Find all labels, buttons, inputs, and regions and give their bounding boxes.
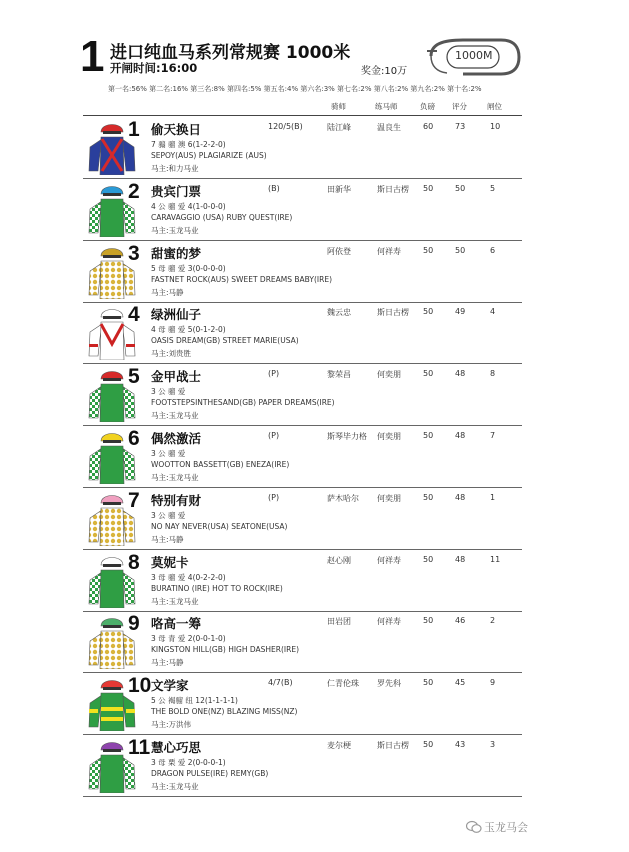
horse-pedigree: WOOTTON BASSETT(GB) ENEZA(IRE)	[151, 460, 290, 469]
weight: 50	[423, 616, 434, 626]
horse-number: 7	[128, 488, 140, 512]
race-title: 进口纯血马系列常规赛 1000米	[110, 43, 351, 63]
horse-number: 9	[128, 612, 140, 636]
score: 46	[455, 616, 466, 626]
gate: 2	[490, 616, 496, 626]
weight: 50	[423, 678, 434, 688]
horse-info: 4 公 骝 爱 4(1-0-0-0)	[151, 201, 226, 211]
horse-pedigree: BURATINO (IRE) HOT TO ROCK(IRE)	[151, 583, 283, 593]
horse-owner: 马主:万洪伟	[151, 720, 192, 730]
trainer: 斯日古楞	[377, 741, 409, 750]
horse-rating: (P)	[268, 431, 280, 440]
jockey: 斯琴毕力格	[327, 432, 367, 441]
start-time: 开闸时间:16:00	[110, 61, 198, 75]
horse-pedigree: SEPOY(AUS) PLAGIARIZE (AUS)	[151, 151, 267, 160]
jockey: 仁青伦珠	[327, 679, 359, 689]
gate: 7	[490, 431, 496, 440]
weight: 50	[423, 183, 434, 193]
trainer: 罗先科	[377, 679, 401, 689]
score: 50	[455, 183, 466, 193]
horse-owner: 马主:和力马业	[151, 164, 199, 173]
jockey: 赵心刚	[327, 555, 351, 565]
score: 49	[455, 307, 466, 317]
trainer: 何祥寿	[377, 617, 401, 627]
horse-row	[83, 425, 522, 488]
horse-pedigree: FOOTSTEPSINTHESAND(GB) PAPER DREAMS(IRE)	[151, 398, 335, 408]
horse-name: 文学家	[151, 678, 189, 694]
gate: 6	[490, 245, 496, 255]
trainer: 斯日古楞	[377, 184, 409, 194]
horse-pedigree: FASTNET ROCK(AUS) SWEET DREAMS BABY(IRE)	[151, 274, 332, 284]
horse-number: 3	[128, 241, 140, 265]
score: 48	[455, 554, 466, 564]
jockey: 阿依登	[327, 246, 351, 256]
weight: 50	[423, 307, 434, 317]
gate: 10	[490, 122, 501, 131]
horse-owner: 马主:刘贵胜	[151, 349, 192, 359]
horse-rating: (B)	[268, 183, 280, 193]
score: 48	[455, 431, 466, 440]
col-trainer: 练马师	[375, 102, 398, 111]
horse-pedigree: CARAVAGGIO (USA) RUBY QUEST(IRE)	[151, 212, 293, 222]
gate: 8	[490, 369, 496, 379]
horse-info: 3 母 栗 爱 2(0-0-0-1)	[151, 758, 226, 767]
horse-pedigree: KINGSTON HILL(GB) HIGH DASHER(IRE)	[151, 645, 300, 655]
horse-number: 11	[128, 736, 151, 759]
horse-row	[83, 549, 522, 612]
horse-row	[83, 610, 522, 673]
jockey: 麦尔梗	[327, 741, 351, 750]
horse-info: 3 母 骝 爱 4(0-2-2-0)	[151, 572, 226, 582]
horse-rating: (P)	[268, 369, 280, 379]
horse-number: 8	[128, 550, 140, 574]
horse-owner: 马主:玉龙马业	[151, 225, 199, 235]
horse-name: 莫妮卡	[151, 554, 189, 570]
horse-info: 3 公 骝 爱	[151, 387, 186, 397]
gate: 4	[490, 307, 496, 317]
horse-number: 1	[128, 118, 140, 141]
gate: 9	[490, 678, 496, 688]
horse-row	[83, 240, 522, 303]
horse-owner: 马主:玉龙马业	[151, 782, 199, 791]
gate: 11	[490, 554, 501, 564]
horse-info: 3 公 骝 爱	[151, 510, 186, 520]
watermark: 玉龙马会	[484, 821, 528, 834]
track-distance: 1000M	[455, 49, 493, 62]
horse-rating: 120/5(B)	[268, 122, 303, 131]
horse-owner: 马主:马静	[151, 658, 184, 668]
horse-number: 10	[128, 674, 152, 698]
horse-pedigree: THE BOLD ONE(NZ) BLAZING MISS(NZ)	[151, 707, 298, 717]
score: 48	[455, 369, 466, 379]
race-number: 1	[80, 32, 105, 81]
horse-pedigree: OASIS DREAM(GB) STREET MARIE(USA)	[151, 336, 299, 346]
horse-name: 甜蜜的梦	[151, 245, 202, 261]
weight: 60	[423, 122, 434, 131]
gate: 3	[490, 740, 496, 749]
col-jockey: 骑师	[331, 102, 346, 111]
horse-name: 偷天换日	[151, 122, 202, 137]
horse-owner: 马主:玉龙马业	[151, 411, 199, 421]
col-score: 评分	[452, 102, 467, 111]
horse-name: 特别有财	[151, 492, 202, 508]
wechat-icon	[466, 820, 482, 834]
weight: 50	[423, 431, 434, 440]
col-gate: 闸位	[487, 102, 502, 111]
weight: 50	[423, 554, 434, 564]
horse-rating: 4/7(B)	[268, 678, 293, 688]
trainer: 何奕朋	[377, 370, 401, 380]
horse-row	[83, 116, 522, 179]
horse-rating: (P)	[268, 492, 280, 502]
horse-number: 4	[128, 303, 140, 327]
score: 50	[455, 245, 466, 255]
horse-info: 5 母 骝 爱 3(0-0-0-0)	[151, 263, 226, 273]
jockey: 萨木哈尔	[327, 493, 359, 503]
trainer: 何祥寿	[377, 555, 401, 565]
prize-split: 第一名:56% 第二名:16% 第三名:8% 第四名:5% 第五名:4% 第六名:3% 第七名:2% 第八名:2% 第九名:2% 第十名:2%	[108, 85, 482, 93]
score: 43	[455, 740, 466, 749]
horse-number: 5	[128, 365, 140, 389]
horse-owner: 马主:玉龙马业	[151, 596, 199, 606]
horse-owner: 马主:玉龙马业	[151, 473, 199, 482]
gate: 1	[490, 492, 496, 502]
horse-owner: 马主:马静	[151, 287, 184, 297]
horse-pedigree: NO NAY NEVER(USA) SEATONE(USA)	[151, 521, 288, 531]
score: 48	[455, 492, 466, 502]
score: 45	[455, 678, 466, 688]
gate: 5	[490, 183, 496, 193]
weight: 50	[423, 369, 434, 379]
horse-info: 5 公 褐骝 纽 12(1-1-1-1)	[151, 696, 238, 706]
trainer: 温良生	[377, 123, 401, 132]
prize: 奖金:10万	[361, 66, 408, 77]
horse-pedigree: DRAGON PULSE(IRE) REMY(GB)	[151, 769, 269, 778]
trainer: 斯日古楞	[377, 308, 409, 318]
horse-name: 金甲战士	[151, 369, 202, 385]
weight: 50	[423, 492, 434, 502]
trainer: 何奕朋	[377, 493, 401, 503]
horse-owner: 马主:马静	[151, 534, 184, 544]
jockey: 魏云忠	[327, 308, 351, 318]
horse-name: 咯高一筹	[151, 616, 202, 632]
horse-info: 3 公 骝 爱	[151, 449, 186, 458]
trainer: 何祥寿	[377, 246, 401, 256]
horse-name: 贵宾门票	[151, 183, 202, 199]
jockey: 田岩团	[327, 617, 351, 627]
weight: 50	[423, 740, 434, 749]
col-weight: 负磅	[420, 102, 435, 111]
horse-info: 7 骟 骝 澳 6(1-2-2-0)	[151, 140, 226, 149]
horse-row	[83, 363, 522, 426]
horse-number: 6	[128, 427, 140, 450]
horse-row	[83, 734, 522, 797]
horse-name: 绿洲仙子	[151, 307, 202, 323]
trainer: 何奕朋	[377, 432, 401, 441]
jockey: 田新华	[327, 184, 351, 194]
horse-name: 慧心巧思	[151, 740, 202, 755]
horse-name: 偶然激活	[151, 431, 202, 446]
horse-row	[83, 301, 522, 364]
jockey: 黎荣昌	[327, 370, 351, 380]
horse-row	[83, 487, 522, 550]
horse-row	[83, 178, 522, 241]
horse-info: 3 母 青 爱 2(0-0-1-0)	[151, 634, 226, 644]
score: 73	[455, 122, 466, 131]
horse-row	[83, 672, 522, 735]
weight: 50	[423, 245, 434, 255]
jockey: 陆江峰	[327, 123, 351, 132]
horse-info: 4 母 骝 爱 5(0-1-2-0)	[151, 325, 226, 335]
horse-number: 2	[128, 179, 140, 203]
